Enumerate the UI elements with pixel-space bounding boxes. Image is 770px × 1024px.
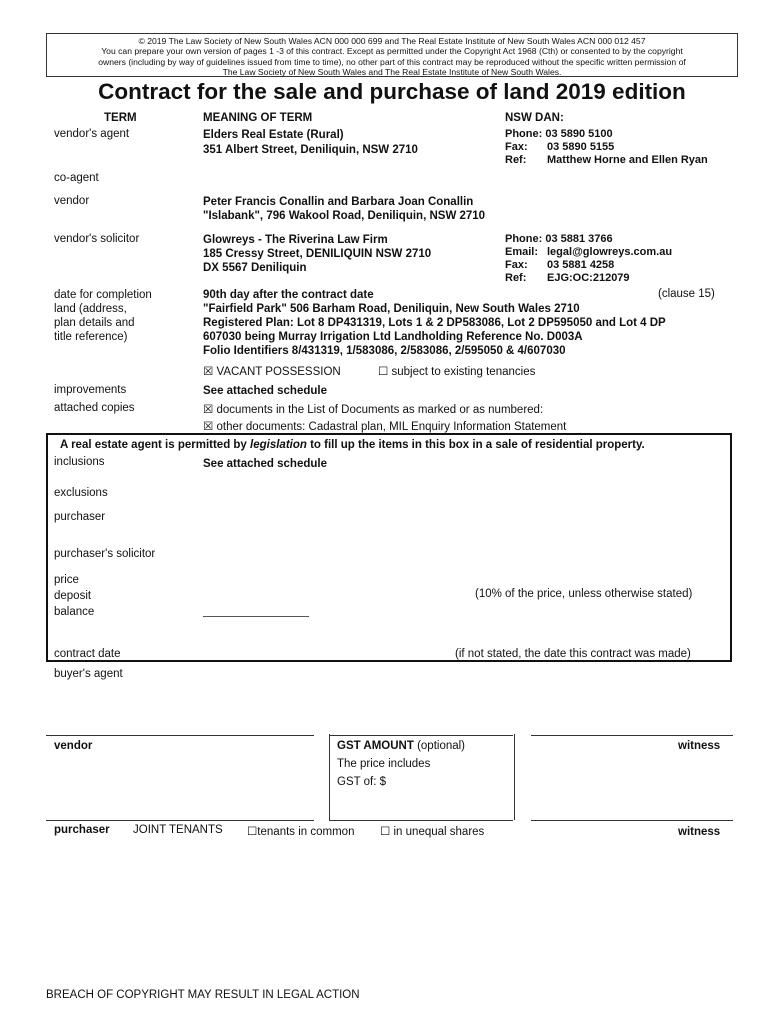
documents-checkbox[interactable]: ☒ documents in the List of Documents as marked or as numbered: — [203, 404, 544, 416]
unequal-shares-checkbox[interactable]: ☐ in unequal shares — [380, 826, 485, 838]
gst-amount-label — [337, 740, 465, 752]
solicitor-name: Glowreys - The Riverina Law Firm — [203, 234, 388, 246]
buyers-agent-label: buyer's agent — [54, 668, 123, 680]
completion-labels — [54, 288, 152, 344]
inclusions-value: See attached schedule — [203, 458, 327, 470]
attached-copies-label: attached copies — [54, 402, 135, 414]
deposit-label: deposit — [54, 590, 92, 602]
vacant-possession-checkbox[interactable]: ☒ VACANT POSSESSION — [203, 366, 341, 378]
phone-label: Phone: — [505, 233, 543, 245]
land-label: land (address, — [54, 303, 127, 315]
balance-label: balance — [54, 606, 95, 618]
vendor-signature-label: vendor — [54, 740, 93, 752]
other-documents-checkbox[interactable]: ☒ other documents: Cadastral plan, MIL Enquiry Information Statement — [203, 421, 567, 433]
copyright-line: You can prepare your own version of pages 1 -3 of this contract. Except as permitted under the Copyright Act 1968 (Cth) or consented to by the copyright — [101, 46, 683, 57]
solicitor-contacts — [505, 233, 735, 285]
witness-label: witness — [678, 740, 721, 752]
vendor-signature-line[interactable] — [46, 735, 314, 736]
dan-header: NSW DAN: — [505, 112, 564, 124]
phone-value: 03 5881 3766 — [545, 233, 613, 245]
deposit-note: (10% of the price, unless otherwise stated) — [475, 588, 693, 600]
purchasers-solicitor-label: purchaser's solicitor — [54, 548, 156, 560]
purchaser-signature-label: purchaser — [54, 824, 110, 836]
note-text: to fill up the items in this box in a sale of residential property. — [306, 439, 645, 451]
gst-bottom-line — [329, 820, 513, 821]
co-agent-label: co-agent — [54, 172, 99, 184]
ref-value: EJG:OC:212079 — [547, 272, 630, 284]
note-emphasis: legislation — [250, 439, 307, 451]
land-address: "Fairfield Park" 506 Barham Road, Deniliquin, New South Wales 2710 — [203, 303, 580, 315]
witness-label-2: witness — [678, 826, 721, 838]
tenancies-checkbox[interactable]: ☐ subject to existing tenancies — [378, 366, 536, 378]
page-title: Contract for the sale and purchase of land 2019 edition — [98, 79, 686, 104]
phone-label: Phone: — [505, 128, 543, 140]
copyright-line: © 2019 The Law Society of New South Wales ACN 000 000 699 and The Real Estate Institute of New South Wales ACN 000 012 457 — [138, 36, 646, 46]
vendors-agent-label: vendor's agent — [54, 128, 130, 140]
vendor-address: "Islabank", 796 Wakool Road, Deniliquin, NSW 2710 — [203, 210, 486, 222]
price-labels — [54, 572, 94, 620]
agent-box-note — [60, 439, 645, 451]
title-ref-label: title reference) — [54, 331, 128, 343]
fax-value: 03 5890 5155 — [547, 141, 615, 153]
ref-label: Ref: — [505, 272, 527, 284]
ref-label: Ref: — [505, 154, 527, 166]
email-value: legal@glowreys.com.au — [547, 246, 673, 258]
meaning-header: MEANING OF TERM — [203, 112, 313, 124]
fax-label: Fax: — [505, 259, 528, 271]
exclusions-label: exclusions — [54, 487, 108, 499]
completion-label: date for completion — [54, 289, 152, 301]
vendors-agent-name: Elders Real Estate (Rural) — [203, 129, 344, 141]
inclusions-label: inclusions — [54, 456, 105, 468]
term-header: TERM — [104, 112, 137, 124]
gst-amount-field[interactable]: GST of: $ — [337, 776, 387, 788]
vendor-names: Peter Francis Conallin and Barbara Joan Conallin — [203, 196, 474, 208]
solicitor-dx: DX 5567 Deniliquin — [203, 262, 307, 274]
improvements-value: See attached schedule — [203, 385, 327, 397]
fax-label: Fax: — [505, 141, 528, 153]
gst-optional: (optional) — [413, 740, 466, 752]
solicitor-address: 185 Cressy Street, DENILIQUIN NSW 2710 — [203, 248, 432, 260]
witness-signature-line[interactable] — [531, 735, 733, 736]
phone-value: 03 5890 5100 — [545, 128, 613, 140]
purchaser-signature-line[interactable] — [46, 820, 314, 821]
clause-ref: (clause 15) — [658, 288, 715, 300]
joint-tenants-option[interactable]: JOINT TENANTS — [133, 824, 223, 836]
fax-value: 03 5881 4258 — [547, 259, 615, 271]
copyright-notice — [46, 33, 738, 77]
balance-field[interactable] — [203, 604, 309, 622]
vendors-agent-contacts — [505, 128, 735, 167]
copyright-footer: BREACH OF COPYRIGHT MAY RESULT IN LEGAL ACTION — [46, 989, 360, 1001]
note-text: A real estate agent is permitted by — [60, 439, 251, 451]
vendor-label: vendor — [54, 195, 90, 207]
land-plan: Registered Plan: Lot 8 DP431319, Lots 1 & 2 DP583086, Lot 2 DP595050 and Lot 4 DP — [203, 317, 666, 329]
improvements-label: improvements — [54, 384, 127, 396]
gst-line: The price includes — [337, 758, 431, 770]
folio-identifiers: Folio Identifiers 8/431319, 1/583086, 2/583086, 2/595050 & 4/607030 — [203, 345, 566, 357]
contract-date-label: contract date — [54, 648, 121, 660]
copyright-line: The Law Society of New South Wales and The Real Estate Institute of New South Wales. — [222, 66, 562, 77]
vendors-agent-address: 351 Albert Street, Deniliquin, NSW 2710 — [203, 144, 418, 156]
completion-date: 90th day after the contract date — [203, 289, 374, 301]
witness-signature-line-2[interactable] — [531, 820, 733, 821]
price-label: price — [54, 574, 79, 586]
land-plan-cont: 607030 being Murray Irrigation Ltd Landholding Reference No. D003A — [203, 331, 583, 343]
ref-value: Matthew Horne and Ellen Ryan — [547, 154, 708, 166]
land-details — [203, 302, 733, 358]
contract-date-note: (if not stated, the date this contract was made) — [455, 648, 691, 660]
plan-label: plan details and — [54, 317, 135, 329]
email-label: Email: — [505, 246, 539, 258]
tenants-in-common-checkbox[interactable]: ☐tenants in common — [247, 826, 355, 838]
gst-label: GST AMOUNT — [337, 740, 414, 752]
copyright-line: owners (including by way of guidelines issued from time to time), no other part of this contract may be reproduced without the specific written permission of — [98, 56, 686, 67]
vendors-solicitor-label: vendor's solicitor — [54, 233, 140, 245]
purchaser-label: purchaser — [54, 511, 106, 523]
